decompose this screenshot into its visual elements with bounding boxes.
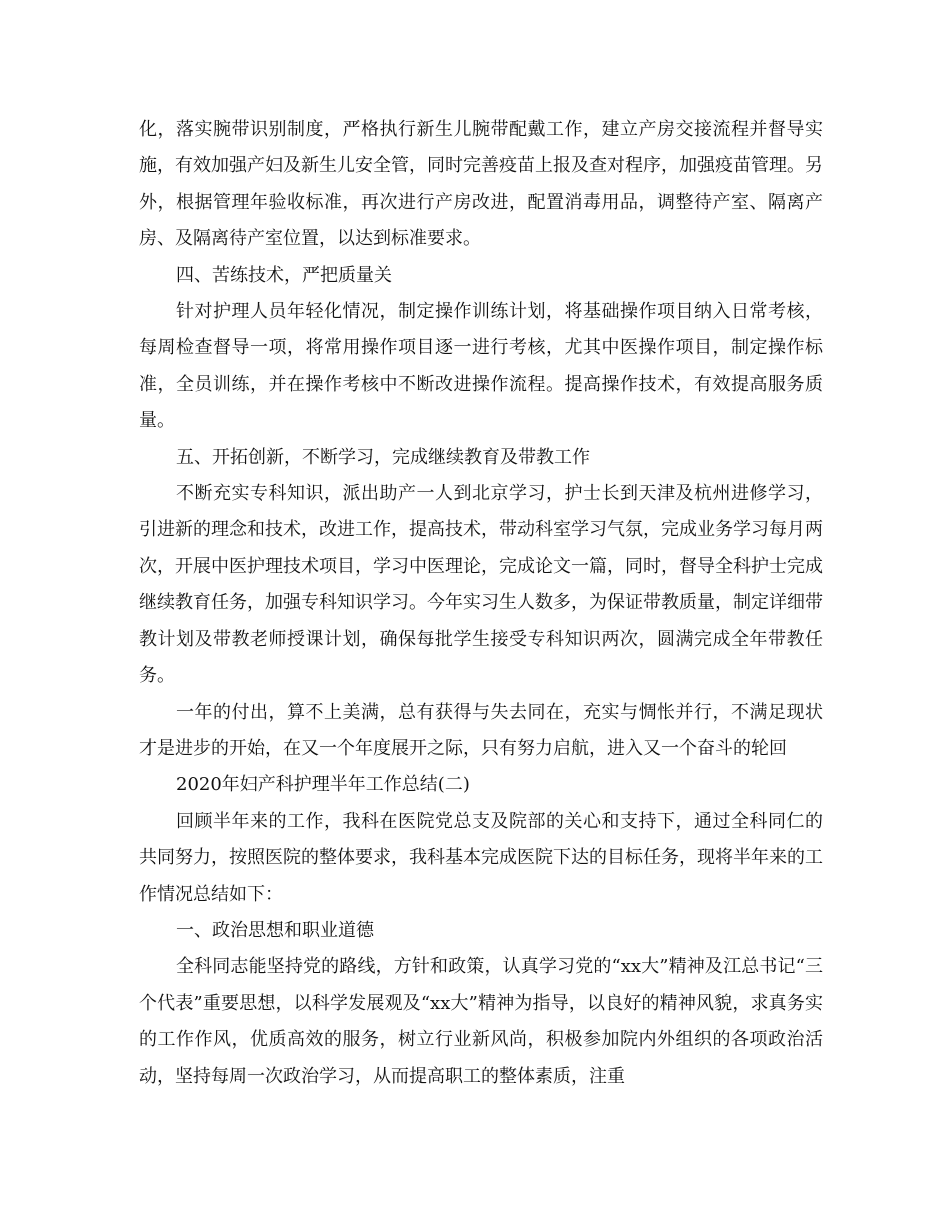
section-heading-five: 五、开拓创新，不断学习，完成继续教育及带教工作 xyxy=(176,446,590,468)
paragraph-half-year-review: 回顾半年来的工作，我科在医院党总支及院部的关心和支持下，通过全科同仁的共同努力，按照医院的整体要求，我科基本完成医院下达的目标任务，现将半年来的工作情况总结如下： xyxy=(139,810,823,905)
paragraph-continued: 化，落实腕带识别制度，严格执行新生儿腕带配戴工作，建立产房交接流程并督导实施，有效加强产妇及新生儿安全管，同时完善疫苗上报及查对程序，加强疫苗管理。另外，根据管理年验收标准，再次进行产房改进，配置消毒用品，调整待产室、隔离产房、及隔离待产室位置，以达到标准要求。 xyxy=(139,119,823,250)
section-heading-four: 四、苦练技术，严把质量关 xyxy=(176,264,392,286)
section-heading-one: 一、政治思想和职业道德 xyxy=(176,919,374,941)
paragraph-skills-training: 针对护理人员年轻化情况，制定操作训练计划，将基础操作项目纳入日常考核，每周检查督导一项，将常用操作项目逐一进行考核，尤其中医操作项目，制定操作标准，全员训练，并在操作考核中不断改进操作流程。提高操作技术，有效提高服务质量。 xyxy=(139,301,823,432)
paragraph-political-thought: 全科同志能坚持党的路线，方针和政策，认真学习党的“xx大”精神及江总书记“三个代表”重要思想，以科学发展观及“xx大”精神为指导，以良好的精神风貌，求真务实的工作作风，优质高效的服务，树立行业新风尚，积极参加院内外组织的各项政治活动，坚持每周一次政治学习，从而提高职工的整体素质，注重 xyxy=(139,956,823,1087)
document-subtitle-two: 2020年妇产科护理半年工作总结(二) xyxy=(176,774,470,796)
paragraph-year-conclusion: 一年的付出，算不上美满，总有获得与失去同在，充实与惆怅并行，不满足现状才是进步的开始，在又一个年度展开之际，只有努力启航，进入又一个奋斗的轮回 xyxy=(139,701,823,759)
document-body xyxy=(139,112,823,1095)
paragraph-continuing-education: 不断充实专科知识，派出助产一人到北京学习，护士长到天津及杭州进修学习，引进新的理念和技术，改进工作，提高技术，带动科室学习气氛，完成业务学习每月两次，开展中医护理技术项目，学习中医理论，完成论文一篇，同时，督导全科护士完成继续教育任务，加强专科知识学习。今年实习生人数多，为保证带教质量，制定详细带教计划及带教老师授课计划，确保每批学生接受专科知识两次，圆满完成全年带教任务。 xyxy=(139,483,823,687)
